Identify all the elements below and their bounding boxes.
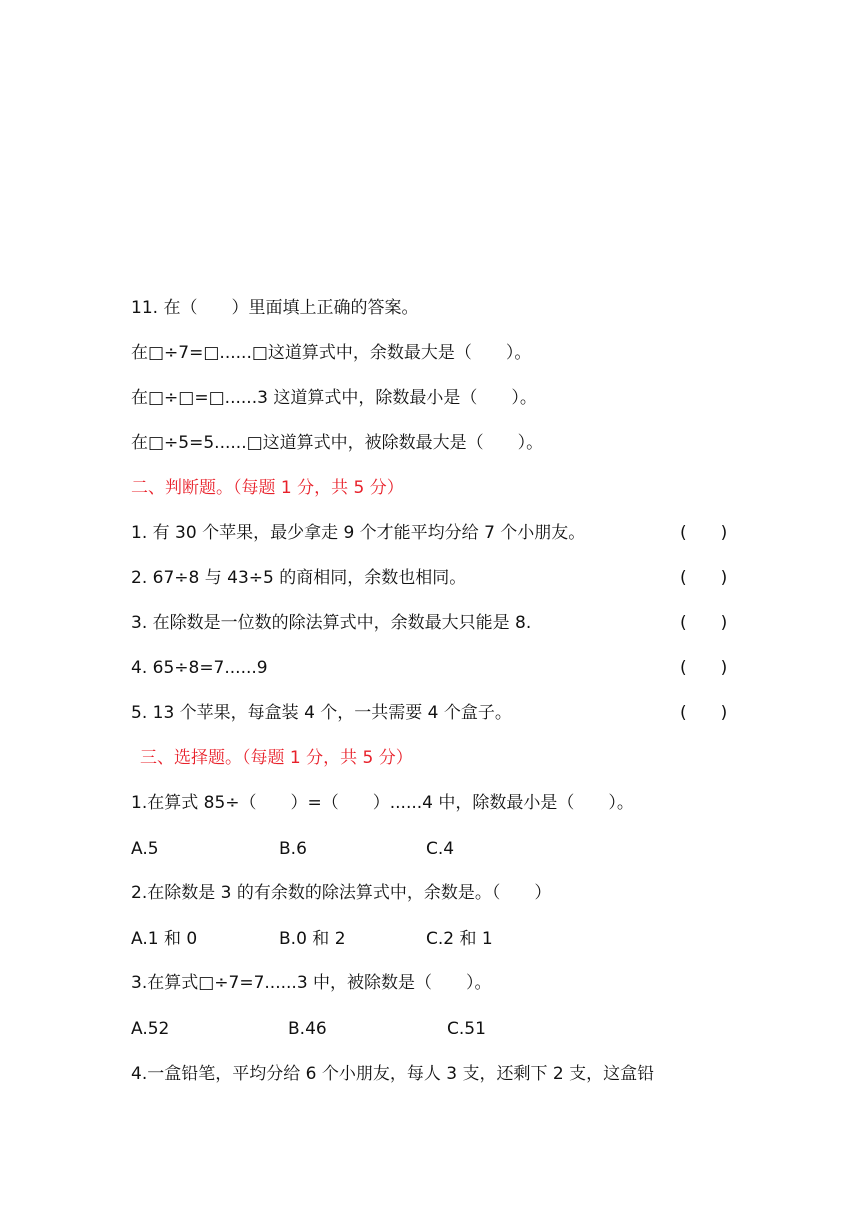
judge-question: 5. 13 个苹果，每盒装 4 个，一共需要 4 个盒子。 [131, 703, 512, 723]
answer-parentheses: ( ) [680, 613, 728, 633]
choice-question: 4.一盒铅笔，平均分给 6 个小朋友，每人 3 支，还剩下 2 支，这盒铅 [131, 1064, 655, 1084]
answer-parentheses: ( ) [680, 568, 728, 588]
q11-item: 在□÷□=□......3 这道算式中，除数最小是（ ）。 [131, 388, 537, 408]
choice-question: 3.在算式□÷7=7......3 中，被除数是（ ）。 [131, 973, 492, 993]
answer-parentheses: ( ) [680, 658, 728, 678]
option-a: A.1 和 0 [131, 929, 198, 949]
judge-question: 1. 有 30 个苹果，最少拿走 9 个才能平均分给 7 个小朋友。 [131, 523, 586, 543]
section2-heading: 二、判断题。（每题 1 分，共 5 分） [131, 478, 404, 498]
judge-question: 2. 67÷8 与 43÷5 的商相同，余数也相同。 [131, 568, 467, 588]
option-c: C.4 [426, 839, 455, 859]
q11-item: 在□÷5=5......□这道算式中，被除数最大是（ ）。 [131, 433, 544, 453]
answer-parentheses: ( ) [680, 703, 728, 723]
option-b: B.46 [288, 1019, 327, 1039]
option-b: B.0 和 2 [279, 929, 346, 949]
option-c: C.2 和 1 [426, 929, 493, 949]
q11-item: 在□÷7=□......□这道算式中，余数最大是（ ）。 [131, 343, 532, 363]
choice-question: 2.在除数是 3 的有余数的除法算式中，余数是。（ ） [131, 883, 552, 903]
answer-parentheses: ( ) [680, 523, 728, 543]
option-c: C.51 [447, 1019, 486, 1039]
judge-question: 3. 在除数是一位数的除法算式中，余数最大只能是 8. [131, 613, 532, 633]
option-a: A.52 [131, 1019, 170, 1039]
option-b: B.6 [279, 839, 307, 859]
section3-heading: 三、选择题。（每题 1 分，共 5 分） [140, 748, 413, 768]
choice-question: 1.在算式 85÷（ ）=（ ）......4 中，除数最小是（ ）。 [131, 793, 634, 813]
option-a: A.5 [131, 839, 159, 859]
q11-title: 11. 在（ ）里面填上正确的答案。 [131, 298, 419, 318]
judge-question: 4. 65÷8=7......9 [131, 658, 268, 678]
